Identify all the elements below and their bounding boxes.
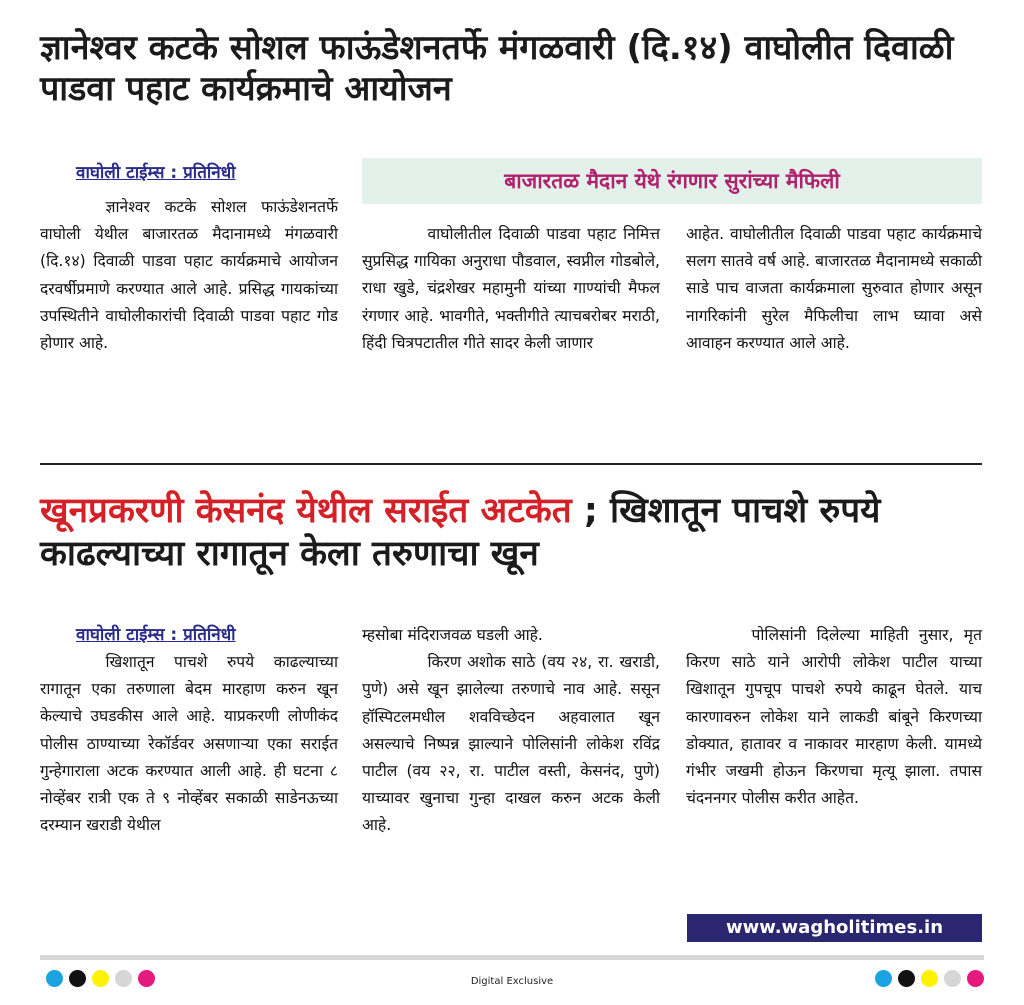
section-divider (40, 463, 982, 465)
story1-headline: ज्ञानेश्वर कटके सोशल फाऊंडेशनतर्फे मंगळवारी (दि.१४) वाघोलीत दिवाळी पाडवा पहाट कार्यक्रमाचे आयोजन (40, 28, 954, 109)
story2-column-2 (362, 622, 660, 840)
registration-dot (944, 970, 961, 987)
website-banner[interactable]: www.wagholitimes.in (687, 914, 982, 942)
story2-column-2-body: किरण अशोक साठे (वय २४, रा. खराडी, पुणे) असे खून झालेल्या तरुणाचे नाव आहे. ससून हॉस्पिटलमधील शवविच्छेदन अहवालात खून असल्याचे निष्पन्न झाल्याने पोलिसांनी लोकेश रविंद्र पाटील (वय २२, रा. पाटील वस्ती, केसनंद, पुणे) याच्यावर खुनाचा गुन्हा दाखल करुन अटक केली आहे. (362, 653, 660, 835)
story2-column-2-lead: म्हसोबा मंदिराजवळ घडली आहे. (362, 626, 543, 644)
registration-dot (921, 970, 938, 987)
footer-bar (40, 955, 984, 960)
story2-column-3: पोलिसांनी दिलेल्या माहिती नुसार, मृत किरण साठे याने आरोपी लोकेश पाटील याच्या खिशातून गुपचूप पाचशे रुपये काढून घेतले. याच कारणावरुन लोकेश याने लाकडी बांबूने किरणच्या डोक्यात, हातावर व नाकावर मारहाण केली. यामध्ये गंभीर जखमी होऊन किरणचा मृत्यू झाला. तपास चंदननगर पोलीस करीत आहेत. (686, 626, 982, 808)
story2-byline: वाघोली टाईम्स : प्रतिनिधी (76, 625, 236, 645)
story2-headline-black: ; खिशातून पाचशे रुपये काढल्याच्या रागातून केला तरुणाचा खून (40, 491, 881, 574)
story1-column-2: वाघोलीतील दिवाळी पाडवा पहाट निमित्त सुप्रसिद्ध गायिका अनुराधा पौडवाल, स्वप्नील गोडबोले, राधा खुडे, चंद्रशेखर महामुनी यांच्या गाण्यांची मैफल रंगणार आहे. भावगीते, भक्तीगीते त्याचबरोबर मराठी, हिंदी चित्रपटातील गीते सादर केली जाणार (362, 225, 660, 352)
registration-marks-right (875, 970, 984, 987)
story2-column-1: खिशातून पाचशे रुपये काढल्याच्या रागातून एका तरुणाला बेदम मारहाण करुन खून केल्याचे उघडकीस आले आहे. याप्रकरणी लोणीकंद पोलीस ठाण्याच्या रेकॉर्डवर असणाऱ्या एका सराईत गुन्हेगाराला अटक करण्यात आली आहे. ही घटना ८ नोव्हेंबर रात्री एक ते ९ नोव्हेंबर सकाळी साडेनऊच्या दरम्यान खराडी येथील (40, 653, 338, 835)
registration-dot (967, 970, 984, 987)
story1-column-1: ज्ञानेश्वर कटके सोशल फाऊंडेशनतर्फे वाघोली येथील बाजारतळ मैदानामध्ये मंगळवारी (दि.१४) दिवाळी पाडवा पहाट कार्यक्रमाचे आयोजन दरवर्षीप्रमाणे करण्यात आले आहे. प्रसिद्ध गायकांच्या उपस्थितीने वाघोलीकारांची दिवाळी पाडवा पहाट गोड होणार आहे. (40, 198, 338, 353)
story2-headline-red: खूनप्रकरणी केसनंद येथील सराईत अटकेत (40, 491, 572, 531)
footer-label: Digital Exclusive (470, 976, 554, 987)
story1-column-3: आहेत. वाघोलीतील दिवाळी पाडवा पहाट कार्यक्रमाचे सलग सातवे वर्ष आहे. बाजारतळ मैदानामध्ये सकाळी साडे पाच वाजता कार्यक्रमाला सुरुवात होणार असून नागरिकांनी सुरेल मैफिलीचा लाभ घ्यावा असे आवाहन करण्यात आले आहे. (686, 225, 982, 352)
story1-subhead: बाजारतळ मैदान येथे रंगणार सुरांच्या मैफिली (362, 158, 982, 204)
registration-dot (898, 970, 915, 987)
registration-dot (875, 970, 892, 987)
story2-headline (40, 490, 994, 575)
story1-byline: वाघोली टाईम्स : प्रतिनिधी (76, 163, 236, 183)
